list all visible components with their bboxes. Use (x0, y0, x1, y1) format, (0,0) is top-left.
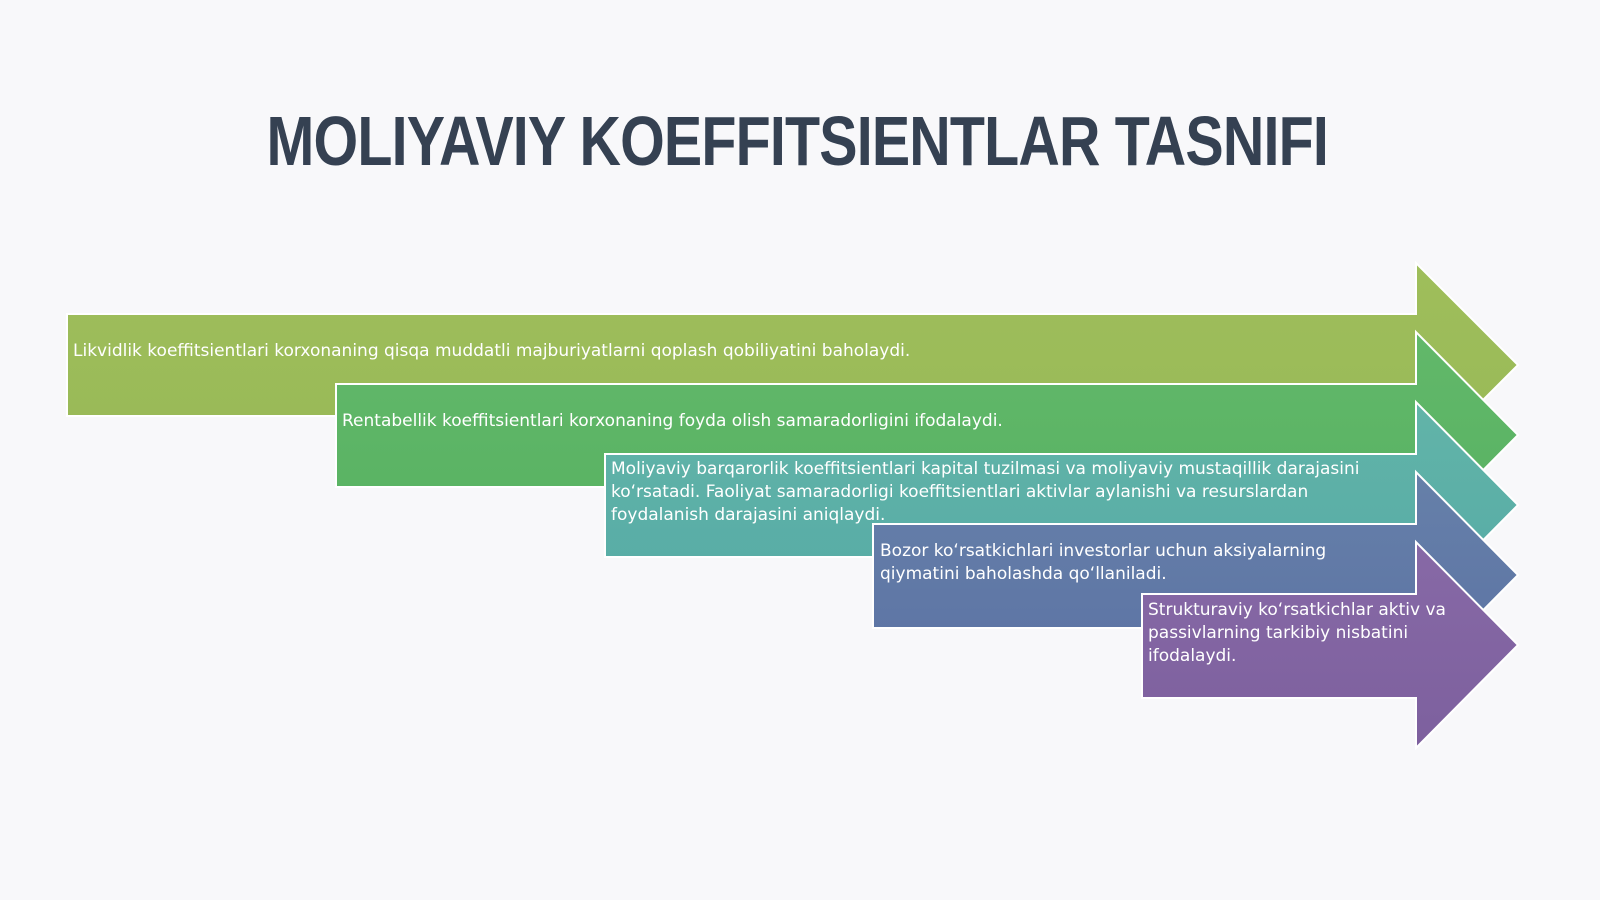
arrow-text-stability: Moliyaviy barqarorlik koeffitsientlari kapital tuzilmasi va moliyaviy mustaqillik darajasini koʻrsatadi. Faoliyat samaradorligi koeffitsientlari aktivlar aylanishi va resurslardan foydalanish darajasini aniqlaydi. (611, 459, 1360, 525)
arrow-text-liquidity: Likvidlik koeffitsientlari korxonaning qisqa muddatli majburiyatlarni qoplash qobiliyatini baholaydi. (73, 341, 911, 361)
slide-title: MOLIYAVIY KOEFFITSIENTLAR TASNIFI (266, 102, 1329, 180)
arrow-text-profitability: Rentabellik koeffitsientlari korxonaning foyda olish samaradorligini ifodalaydi. (342, 411, 1003, 431)
arrow-text-market: Bozor koʻrsatkichlari investorlar uchun aksiyalarning qiymatini baholashda qoʻllaniladi. (880, 541, 1327, 584)
arrow-text-structural: Strukturaviy koʻrsatkichlar aktiv va passivlarning tarkibiy nisbatini ifodalaydi. (1148, 600, 1446, 666)
